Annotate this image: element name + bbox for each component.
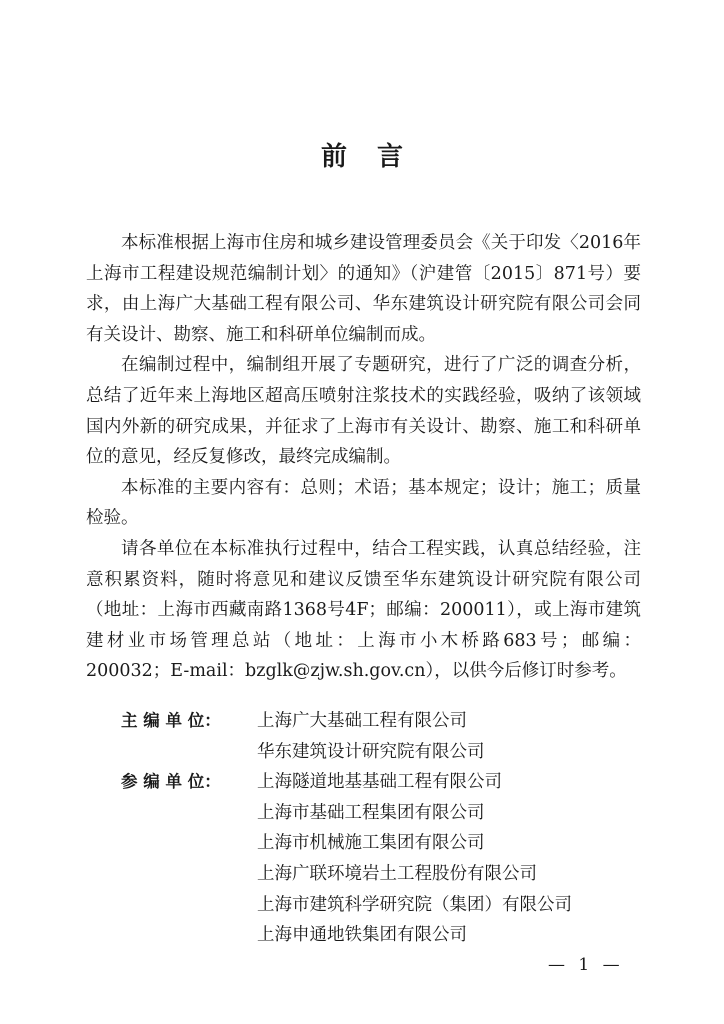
preface-body — [86, 228, 641, 687]
participating-units-label: 参 编 单 位： — [121, 772, 221, 792]
paragraph-2: 在编制过程中，编制组开展了专题研究，进行了广泛的调查分析，总结了近年来上海地区超高压喷射注浆技术的实践经验，吸纳了该领域国内外新的研究成果，并征求了上海市有关设计、勘察、施工和科研单位的意见，经反复修改，最终完成编制。 — [86, 355, 641, 468]
chief-units-label: 主 编 单 位： — [121, 711, 221, 730]
participating-unit-item: 上海广联环境岩土工程股份有限公司 — [257, 863, 537, 884]
page-number: — 1 — — [548, 955, 624, 975]
participating-units-group — [121, 767, 661, 951]
participating-unit-item: 上海市基础工程集团有限公司 — [257, 802, 485, 823]
paragraph-3: 本标准的主要内容有：总则；术语；基本规定；设计；施工；质量检验。 — [86, 477, 641, 529]
participating-unit-item: 上海市机械施工集团有限公司 — [257, 833, 485, 854]
participating-unit-item: 上海隧道地基基础工程有限公司 — [257, 772, 502, 793]
chief-unit-item: 华东建筑设计研究院有限公司 — [257, 741, 485, 762]
paragraph-4: 请各单位在本标准执行过程中，结合工程实践，认真总结经验，注意积累资料，随时将意见和建议反馈至华东建筑设计研究院有限公司（地址：上海市西藏南路1368号4F；邮编：200011），或上海市建筑建材业市场管理总站（地址：上海市小木桥路683号；邮编：200032；E-mail：bzglk@zjw.sh.gov.cn），以供今后修订时参考。 — [86, 538, 641, 682]
participating-unit-item: 上海申通地铁集团有限公司 — [257, 925, 467, 946]
units-section — [121, 706, 661, 951]
page-title: 前言 — [320, 142, 433, 172]
participating-units-list — [257, 767, 661, 951]
paragraph-1: 本标准根据上海市住房和城乡建设管理委员会《关于印发〈2016年上海市工程建设规范编制计划〉的通知》（沪建管〔2015〕871号）要求，由上海广大基础工程有限公司、华东建筑设计研究院有限公司会同有关设计、勘察、施工和科研单位编制而成。 — [86, 233, 641, 345]
chief-units-list — [257, 706, 661, 767]
participating-unit-item: 上海市建筑科学研究院（集团）有限公司 — [257, 894, 572, 915]
chief-units-group — [121, 706, 661, 767]
chief-unit-item: 上海广大基础工程有限公司 — [257, 711, 467, 731]
